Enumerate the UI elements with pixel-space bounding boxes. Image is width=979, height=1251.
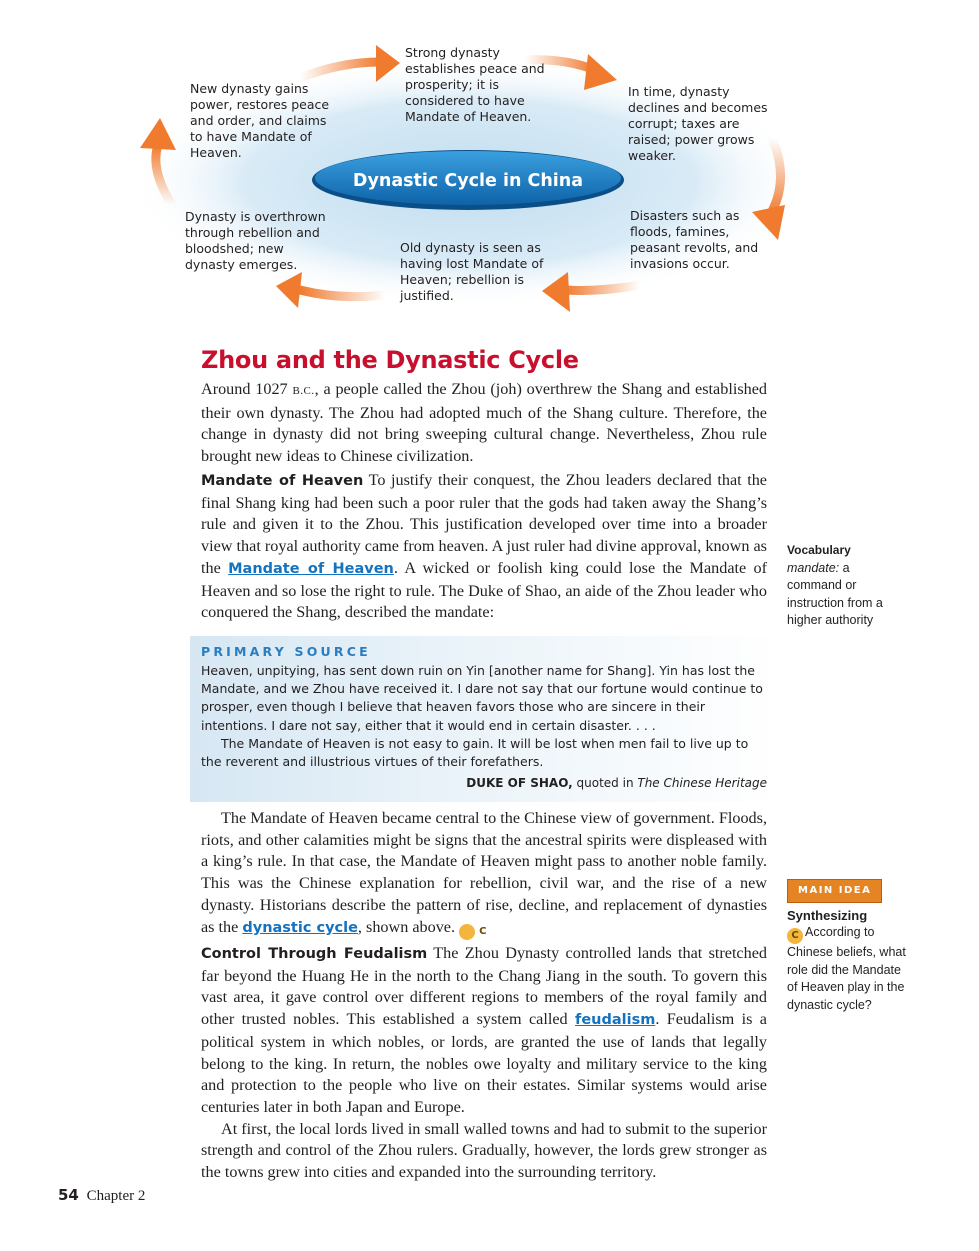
main-idea-marker-icon: C [459,924,475,940]
feudalism-subhead: Control Through Feudalism [201,946,428,962]
vocabulary-note [787,542,907,630]
stage-caption-5: Dynasty is overthrown through rebellion and bloodshed; new dynasty emerges. [185,209,326,272]
stage-caption-4: Old dynasty is seen as having lost Mandate of Heaven; rebellion is justified. [400,240,544,303]
bc-abbrev: B.C. [292,385,315,397]
primary-source-quote [201,662,769,771]
diagram-title: Dynastic Cycle in China [352,171,584,191]
primary-source-box [190,636,778,802]
chapter-label: Chapter 2 [86,1188,146,1204]
stage-caption-6: New dynasty gains power, restores peace and order, and claims to have Mandate of Heaven. [190,81,330,160]
page-footer [58,1186,145,1205]
section-heading: Zhou and the Dynastic Cycle [201,346,579,374]
mandate-subhead: Mandate of Heaven [201,473,364,489]
skill-c-icon: C [787,928,803,944]
dynastic-cycle-link[interactable]: dynastic cycle [242,919,358,936]
vocabulary-word: mandate: [787,560,840,575]
vocabulary-title: Vocabulary [787,543,851,557]
main-idea-badge: MAIN IDEA [787,879,882,903]
stage-caption-1: Strong dynasty establishes peace and prosperity; it is considered to have Mandate of Heaven. [405,45,545,124]
dynastic-cycle-diagram [0,0,979,320]
feudalism-link[interactable]: feudalism [575,1012,656,1029]
quote-paragraph-1: Heaven, unpitying, has sent down ruin on Yin [another name for Shang]. Yin has lost the Mandate, and we Zhou have received it. I dare not say that our fortune would continue to prosper, even though I believe that heaven favors those who are sincere in their intentions. I dare not say, either that it would end in certain disaster. . . . [201,663,763,733]
main-idea-skill: Synthesizing [787,907,868,923]
feudalism-paragraph: Control Through Feudalism The Zhou Dynasty controlled lands that stretched far beyond the Huang He in the north to the Chang Jiang in the south. To govern this vast area, it gave control over different regions to members of the royal family and other trusted nobles. This established a system called feudalism. Feudalism is a political system in which nobles, or lords, are granted the use of lands that legally belong to the king. In return, the nobles owe loyalty and military service to the king and protection to the people who live on their estates. Similar systems would arise centuries later in both Japan and Europe. At first, the local lords lived in small walled towns and had to submit to the superior strength and control of the Zhou rulers. Gradually, however, the lords grew stronger as the towns grew into cities and expanded into the surrounding territory. [201,943,767,1184]
page-number: 54 [58,1186,79,1204]
stage-caption-3: Disasters such as floods, famines, peasant revolts, and invasions occur. [630,208,759,271]
mandate-paragraph: Mandate of Heaven To justify their conquest, the Zhou leaders declared that the final Shang king had been such a poor ruler that the gods had taken away the Shang’s rule and given it to the Zhou. This justification developed over time into a broader view that royal authority came from heaven. A just ruler had divine approval, known as the Mandate of Heaven. A wicked or foolish king could lose the Mandate of Heaven and so lose the right to rule. The Duke of Shao, an aide of the Zhou leader who conquered the Shang, described the mandate: [201,471,767,622]
towns-paragraph: At first, the local lords lived in small walled towns and had to submit to the superior strength and control of the Zhou rulers. Gradually, however, the lords grew stronger as the towns grew into cities and expanded into the surrounding territory. [201,1119,767,1182]
mandate-of-heaven-link[interactable]: Mandate of Heaven [228,560,394,577]
primary-source-label: PRIMARY SOURCE [201,644,371,659]
quote-attribution: DUKE OF SHAO, quoted in The Chinese Heritage [466,776,767,790]
cycle-paragraph: The Mandate of Heaven became central to the Chinese view of government. Floods, riots, and other calamities might be signs that the ancestral spirits were displeased with a king’s rule. In that case, the Mandate of Heaven might pass to another noble family. This was the Chinese explanation for rebellion, civil war, and the rise of a new dynasty. Historians describe the pattern of rise, decline, and replacement of dynasties as the dynastic cycle, shown above. C [201,808,767,940]
quote-paragraph-2: The Mandate of Heaven is not easy to gain. It will be lost when men fail to live up to the reverent and illustrious virtues of their forefathers. [201,735,749,770]
main-idea-question: According to Chinese beliefs, what role did the Mandate of Heaven play in the dynastic cycle? [787,925,906,1012]
intro-paragraph: Around 1027 B.C., a people called the Zhou (joh) overthrew the Shang and established their own dynasty. The Zhou had adopted much of the Shang culture. Therefore, the change in dynasty did not bring sweeping cultural change. Nevertheless, Zhou rule brought new ideas to Chinese civilization. [201,380,767,466]
vocabulary-definition: a command or instruction from a higher authority [787,560,883,627]
stage-caption-2: In time, dynasty declines and becomes corrupt; taxes are raised; power grows weaker. [628,84,768,163]
main-idea-note [787,879,907,1014]
